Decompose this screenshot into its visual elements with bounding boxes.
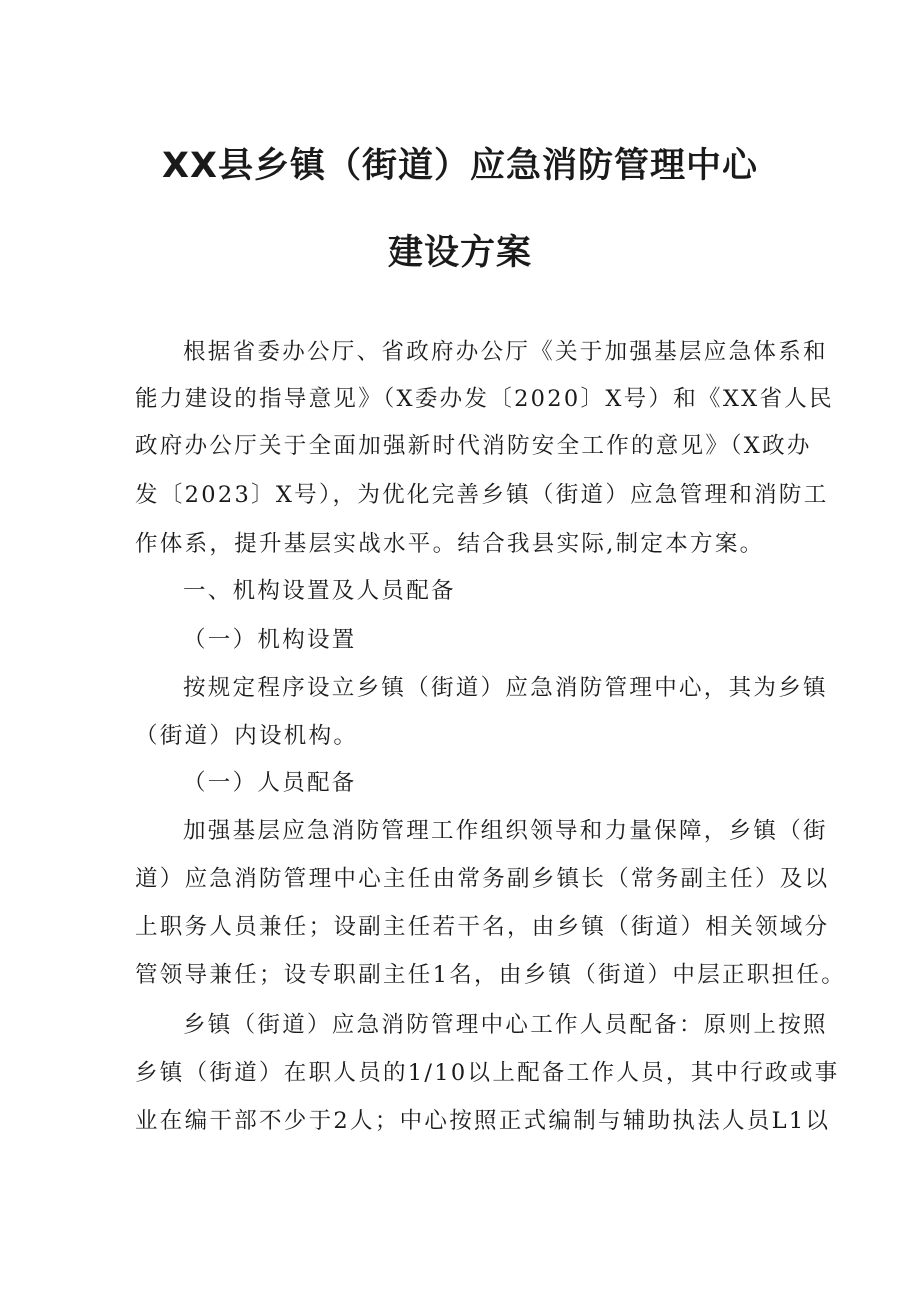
- document-title-line-2: 建设方案: [387, 233, 532, 273]
- body-line-14: 业在编干部不少于2人；中心按照正式编制与辅助执法人员L1以: [135, 1108, 831, 1134]
- subsection-heading-1: （一）机构设置: [183, 627, 357, 653]
- body-line-7: （街道）内设机构。: [135, 723, 359, 749]
- document-title-line-1: XX县乡镇（街道）应急消防管理中心: [162, 146, 758, 186]
- body-line-8: 加强基层应急消防管理工作组织领导和力量保障，乡镇（街: [183, 818, 828, 844]
- body-line-13: 乡镇（街道）在职人员的1/10以上配备工作人员，其中行政或事: [135, 1060, 840, 1086]
- body-line-12: 乡镇（街道）应急消防管理中心工作人员配备：原则上按照: [183, 1012, 828, 1038]
- body-line-11: 管领导兼任；设专职副主任1名，由乡镇（街道）中层正职担任。: [135, 962, 847, 988]
- subsection-heading-2: （一）人员配备: [183, 770, 357, 796]
- body-line-4: 发〔2023〕X号），为优化完善乡镇（街道）应急管理和消防工: [135, 482, 829, 508]
- body-line-9: 道）应急消防管理中心主任由常务副乡镇长（常务副主任）及以: [135, 866, 830, 892]
- body-line-1: 根据省委办公厅、省政府办公厅《关于加强基层应急体系和: [183, 339, 828, 365]
- body-line-6: 按规定程序设立乡镇（街道）应急消防管理中心，其为乡镇: [183, 675, 828, 701]
- body-line-10: 上职务人员兼任；设副主任若干名，由乡镇（街道）相关领域分: [135, 914, 830, 940]
- section-heading-1: 一、机构设置及人员配备: [183, 578, 456, 604]
- body-line-2: 能力建设的指导意见》（X委办发〔2020〕X号）和《XX省人民: [135, 386, 834, 412]
- body-line-5: 作体系，提升基层实战水平。结合我县实际,制定本方案。: [135, 531, 765, 557]
- body-line-3: 政府办公厅关于全面加强新时代消防安全工作的意见》（X政办: [135, 433, 812, 459]
